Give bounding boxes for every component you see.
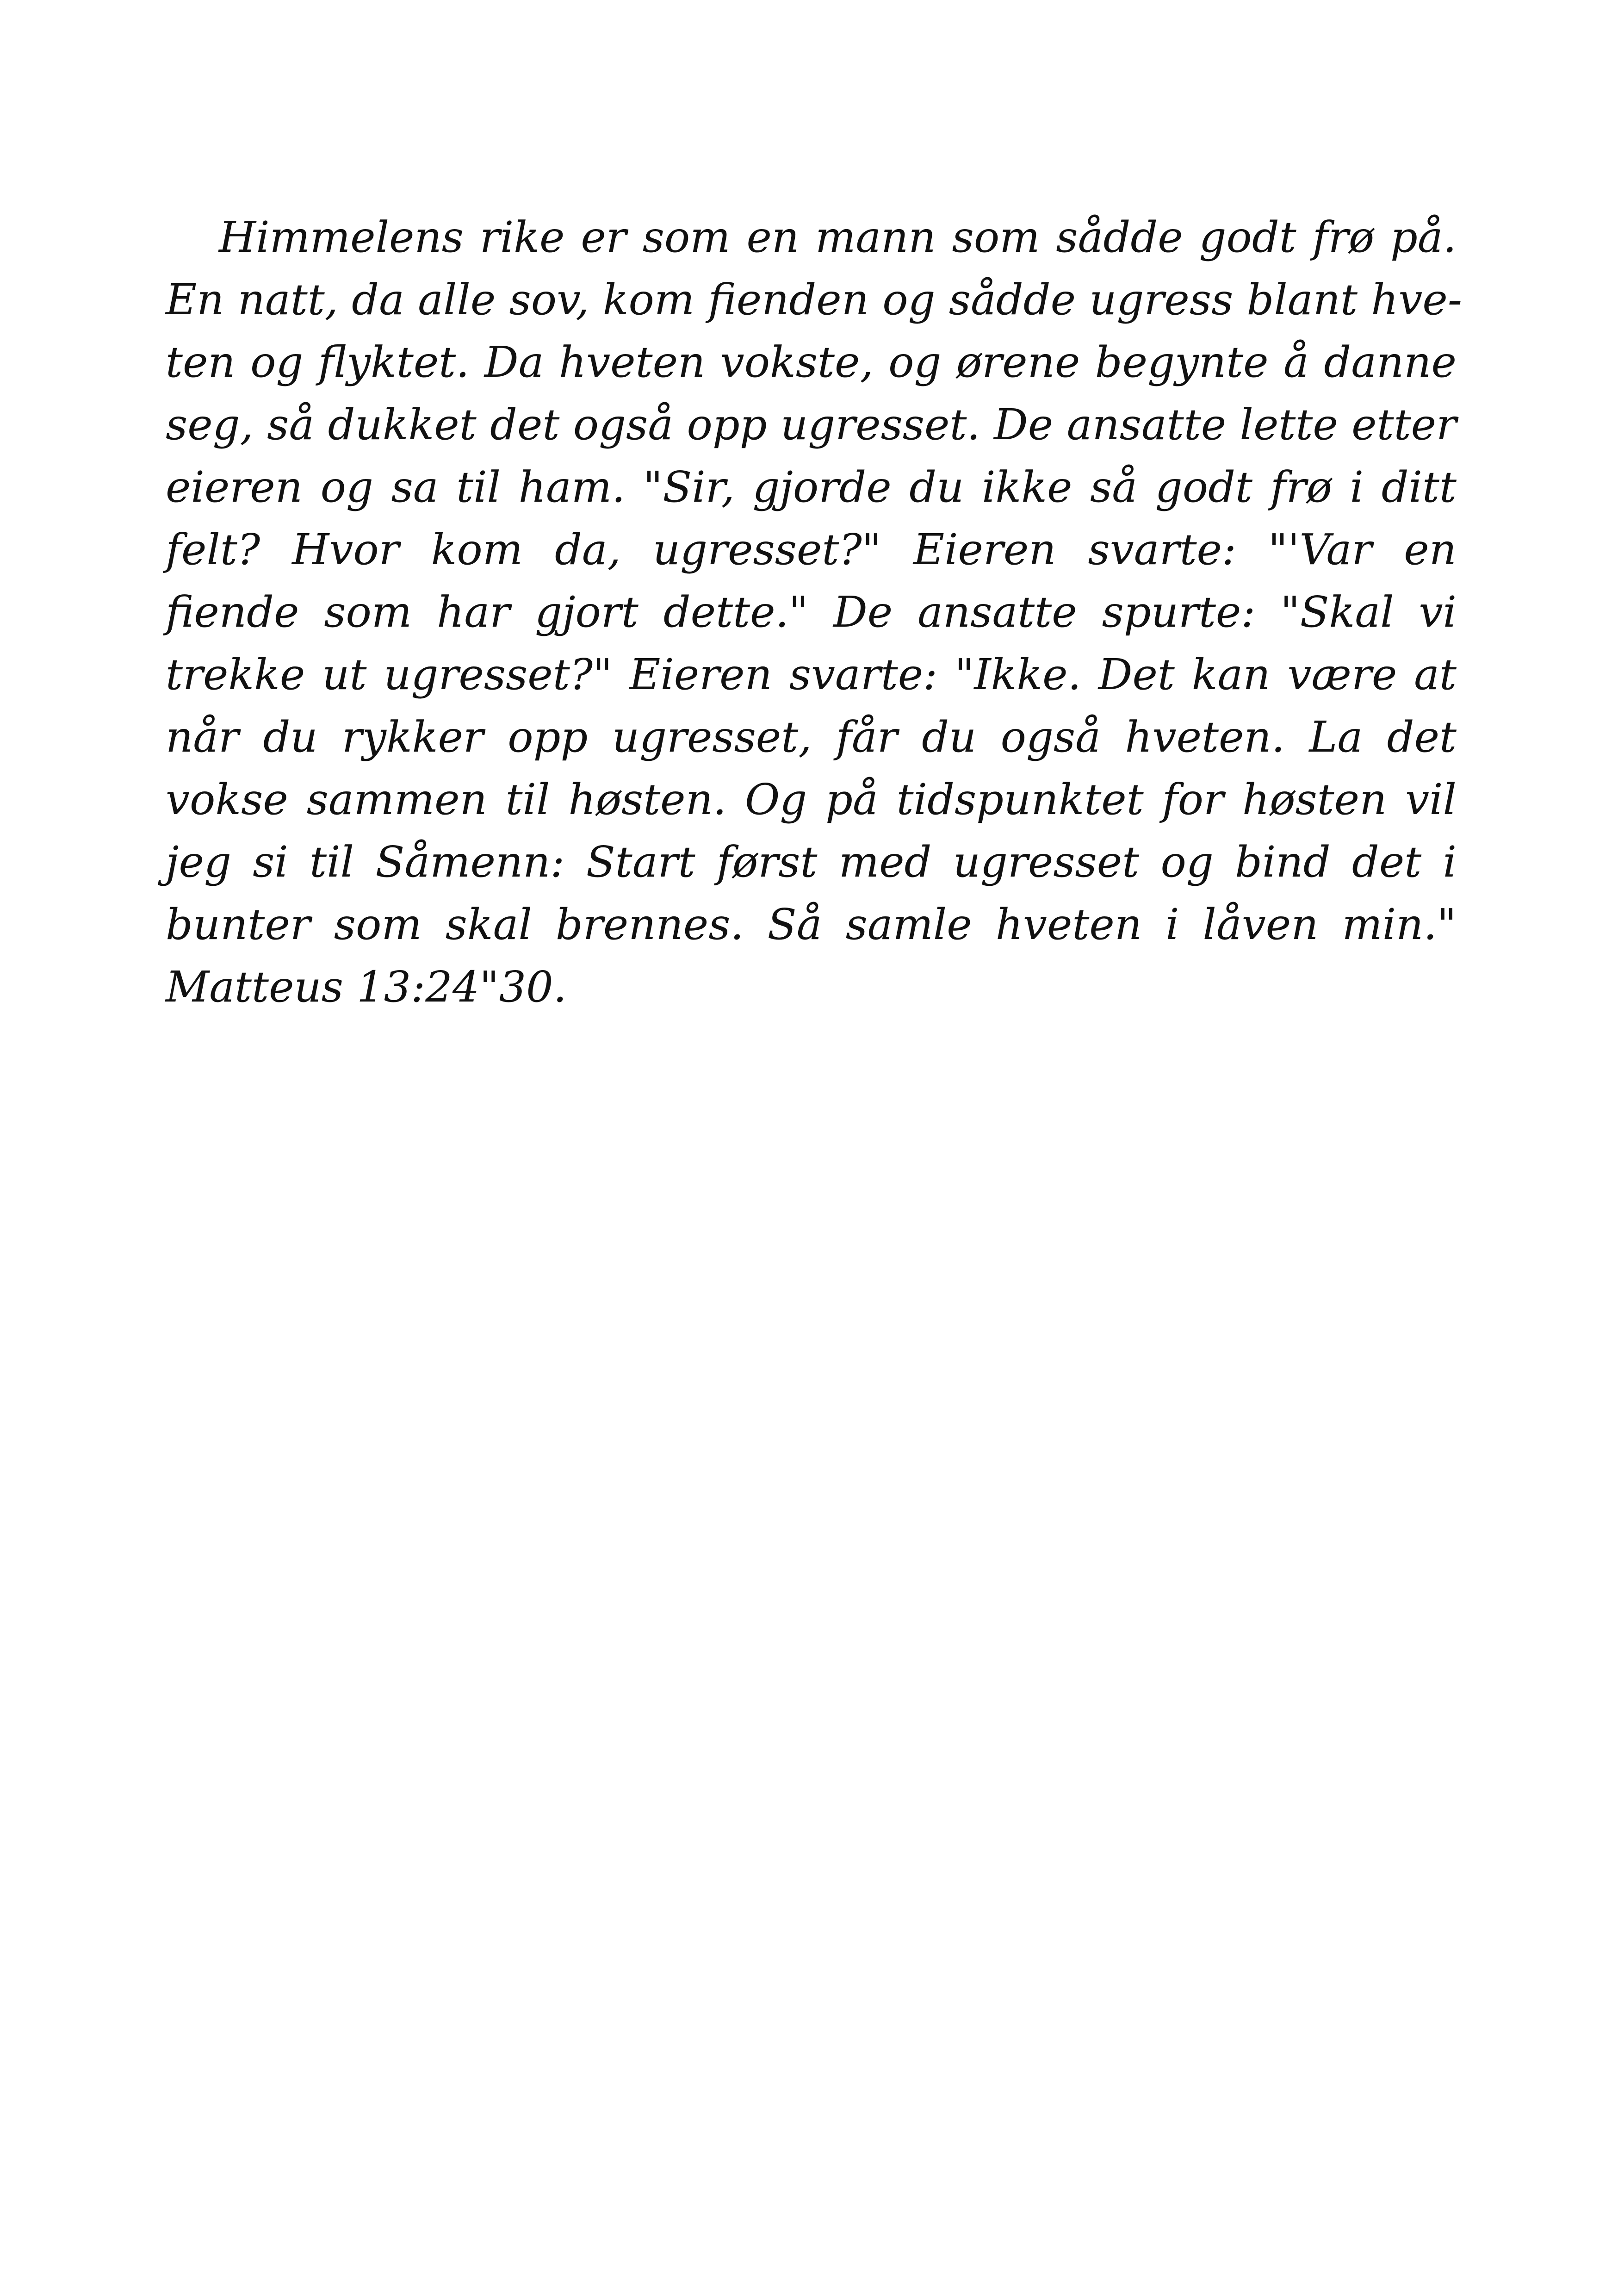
scripture-reference: Matteus 13:24"30.: [166, 962, 567, 1012]
text-line: jeg si til Såmenn: Start først med ugresset og bind det i: [166, 837, 1457, 887]
scripture-paragraph: [166, 206, 1462, 1018]
text-line: eieren og sa til ham. "Sir, gjorde du ikke så godt frø i ditt: [166, 462, 1457, 512]
text-line: felt? Hvor kom da, ugresset?" Eieren svarte: "'Var en: [166, 525, 1457, 574]
text-line: vokse sammen til høsten. Og på tidspunktet for høsten vil: [166, 775, 1457, 824]
text-line: bunter som skal brennes. Så samle hveten i låven min.": [166, 900, 1457, 949]
text-line: En natt, da alle sov, kom fienden og sådde ugress blant hve-: [166, 275, 1462, 324]
text-line: fiende som har gjort dette." De ansatte spurte: "Skal vi: [166, 587, 1457, 637]
text-line: Himmelens rike er som en mann som sådde godt frø på.: [219, 212, 1457, 262]
text-line: når du rykker opp ugresset, får du også hveten. La det: [166, 712, 1457, 762]
text-line: seg, så dukket det også opp ugresset. De ansatte lette etter: [166, 400, 1457, 449]
text-line: trekke ut ugresset?" Eieren svarte: "Ikke. Det kan være at: [166, 650, 1457, 699]
text-line: ten og flyktet. Da hveten vokste, og ørene begynte å danne: [166, 337, 1457, 387]
